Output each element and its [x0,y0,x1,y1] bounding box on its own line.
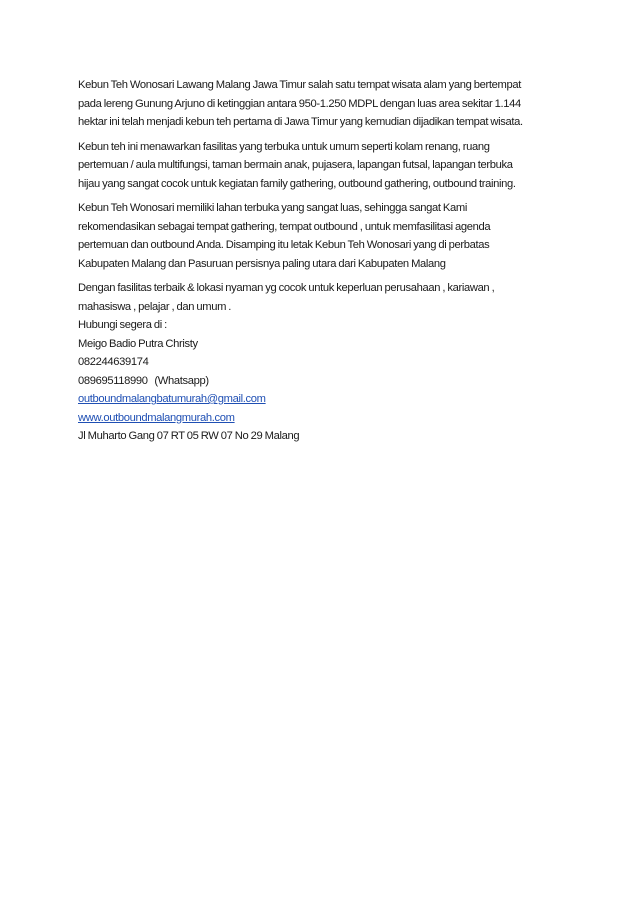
text-line: hijau yang sangat cocok untuk kegiatan family gathering, outbound gathering, outbound training. [78,177,516,190]
contact-email-line [78,390,568,409]
text-line: Kebun Teh Wonosari Lawang Malang Jawa Timur salah satu tempat wisata alam yang bertempat [78,79,521,91]
paragraph-recommendation [78,199,568,273]
text-line: Kebun teh ini menawarkan fasilitas yang terbuka untuk umum seperti kolam renang, ruang [78,140,490,153]
contact-intro-line: mahasiswa , pelajar , dan umum . [78,300,232,313]
paragraph-facilities [78,138,568,194]
paragraph-intro [78,76,568,132]
contact-phone: 082244639174 [78,356,149,368]
text-line: pertemuan dan outbound Anda. Disamping itu letak Kebun Teh Wonosari yang di perbatas [78,239,490,251]
contact-website-line [78,409,568,428]
text-line: rekomendasikan sebagai tempat gathering, tempat outbound , untuk memfasilitasi agenda [78,220,491,233]
text-line: Kebun Teh Wonosari memiliki lahan terbuka yang sangat luas, sehingga sangat Kami [78,202,467,214]
email-link[interactable]: outboundmalangbatumurah@gmail.com [78,393,266,405]
contact-name: Meigo Badio Putra Christy [78,337,198,350]
contact-call-label: Hubungi segera di : [78,319,167,331]
text-line: pertemuan / aula multifungsi, taman bermain anak, pujasera, lapangan futsal, lapangan terbuka [78,159,513,171]
website-link[interactable]: www.outboundmalangmurah.com [78,411,235,424]
contact-whatsapp: 089695118990 (Whatsapp) [78,374,209,387]
text-line: Kabupaten Malang dan Pasuruan persisnya paling utara dari Kabupaten Malang [78,257,446,270]
contact-block [78,279,568,446]
contact-intro-line: Dengan fasilitas terbaik & lokasi nyaman yg cocok untuk keperluan perusahaan , kariawan , [78,282,495,294]
text-line: hektar ini telah menjadi kebun teh pertama di Jawa Timur yang kemudian dijadikan tempat wisata. [78,116,523,128]
text-line: pada lereng Gunung Arjuno di ketinggian antara 950-1.250 MDPL dengan luas area sekitar 1.144 [78,97,521,110]
contact-address: Jl Muharto Gang 07 RT 05 RW 07 No 29 Malang [78,430,300,442]
document-body [78,76,568,452]
